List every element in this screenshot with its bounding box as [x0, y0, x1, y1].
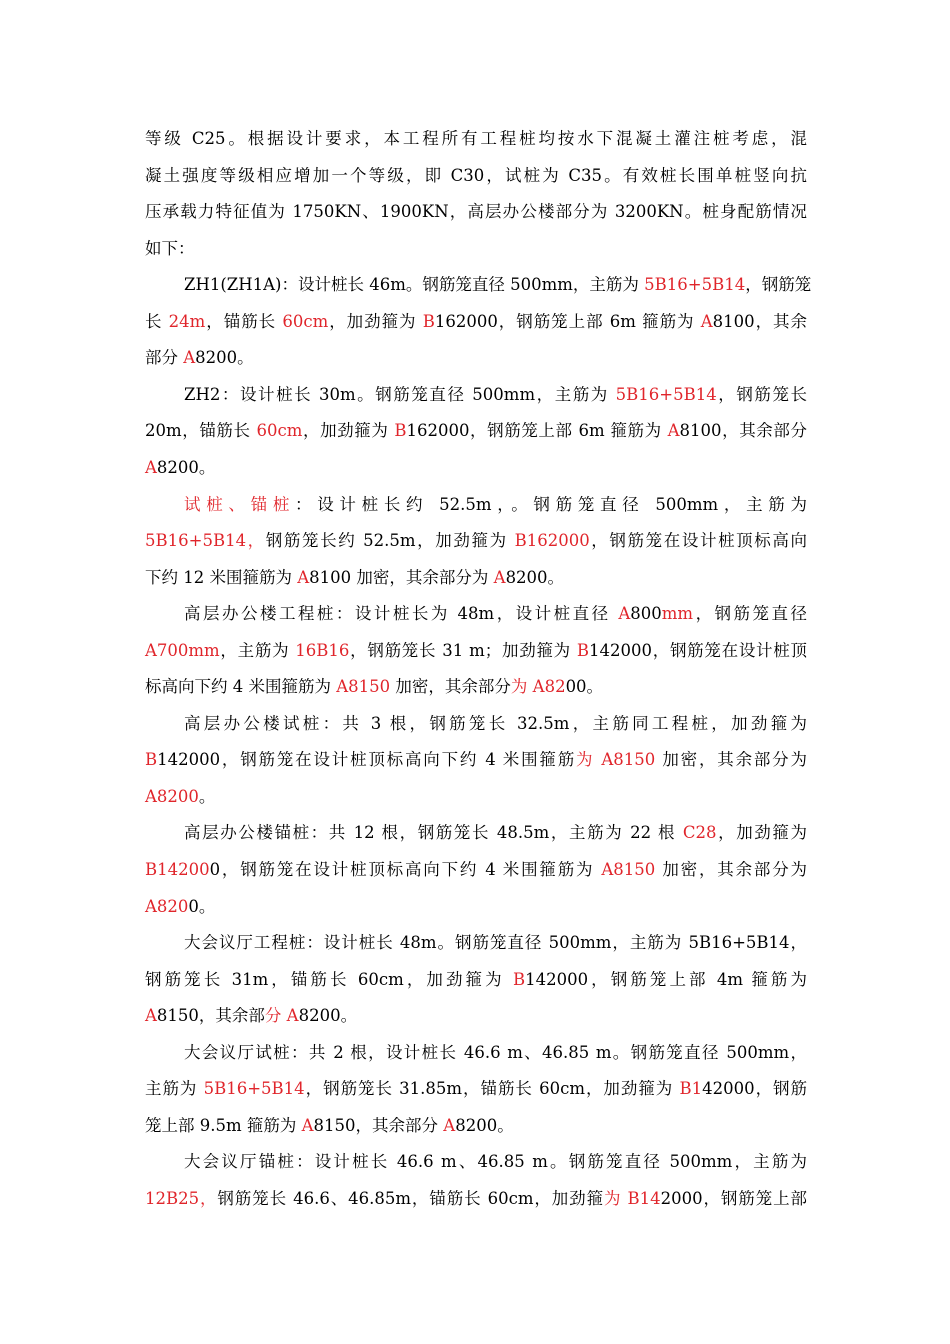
highlighted-text: B: [576, 640, 590, 660]
text-line: [145, 165, 807, 187]
highlighted-text: A: [667, 421, 680, 441]
text-run: 压承载力特征值为 1750KN、1900KN，高层办公楼部分为 3200KN。桩身配筋情况: [145, 202, 807, 222]
highlighted-text: A: [700, 311, 713, 331]
highlighted-text: B: [145, 750, 158, 770]
text-line: [184, 1042, 807, 1064]
text-line: [145, 1005, 807, 1027]
text-line: [145, 969, 807, 991]
text-run: 142000，钢筋笼在设计桩顶标高向下约 4 米围箍筋: [157, 750, 577, 770]
text-run: 下约 12 米围箍筋为: [145, 567, 298, 587]
highlighted-text: 试桩、锚桩: [184, 494, 296, 514]
text-run: 8200。: [298, 1006, 358, 1026]
text-run: 等级 C25。根据设计要求，本工程所有工程桩均按水下混凝土灌注桩考虑，混: [145, 129, 807, 148]
highlighted-text: A: [618, 604, 631, 624]
text-run: 钢筋笼长 46.6、46.85m，锚筋长 60cm，加劲箍: [217, 1188, 604, 1208]
highlighted-text: B1: [679, 1079, 703, 1099]
text-run: 20m，锚筋长: [145, 421, 257, 441]
text-run: ，钢筋笼直径: [693, 604, 808, 624]
highlighted-text: 12B25，: [145, 1188, 218, 1208]
text-run: 8200。: [505, 567, 565, 587]
text-run: 高层办公楼锚桩：共 12 根，钢筋笼长 48.5m，主筋为 22 根: [184, 823, 683, 843]
text-run: 2000，钢筋笼上部: [660, 1188, 807, 1208]
highlighted-text: 60cm: [282, 311, 329, 331]
text-run: 0。: [188, 896, 216, 916]
text-line: [145, 786, 807, 808]
text-line: [145, 676, 807, 698]
text-run: 8100，其余部分: [679, 421, 807, 441]
highlighted-text: A8150: [336, 677, 391, 697]
text-run: 800: [630, 604, 662, 624]
highlighted-text: C28: [682, 823, 717, 843]
text-line: [145, 311, 807, 333]
text-run: 8200。: [156, 457, 216, 477]
text-run: 加密，其余部分为: [655, 750, 807, 770]
highlighted-text: 60cm: [256, 421, 303, 441]
highlighted-text: B14200: [145, 860, 210, 879]
highlighted-text: B: [394, 421, 407, 441]
text-run: 长: [145, 311, 169, 331]
text-line: [184, 494, 807, 516]
highlighted-text: A: [301, 1115, 314, 1135]
text-line: [184, 932, 807, 954]
text-run: 笼上部 9.5m 箍筋为: [145, 1115, 302, 1135]
text-run: ：设计桩长约 52.5m，。钢筋笼直径 500mm，主筋为: [295, 494, 807, 514]
text-run: 142000，钢筋笼上部 4m 箍筋为: [525, 969, 807, 989]
text-run: 。: [198, 786, 216, 806]
highlighted-text: B: [422, 311, 435, 331]
text-line: [145, 457, 807, 479]
text-run: ，钢筋笼在设计桩顶标高向: [589, 531, 808, 551]
highlighted-text: A: [443, 1115, 456, 1135]
text-line: [184, 274, 812, 296]
highlighted-text: A: [145, 1006, 157, 1026]
highlighted-text: 16B16: [295, 640, 350, 660]
highlighted-text: 为 B14: [603, 1188, 661, 1208]
text-run: ，加劲箍为: [302, 421, 395, 441]
text-run: ZH1(ZH1A)：设计桩长 46m。钢筋笼直径 500mm，主筋为: [184, 275, 645, 295]
text-run: 162000，钢筋笼上部 6m 箍筋为: [434, 311, 701, 331]
text-run: 162000，钢筋笼上部 6m 箍筋为: [406, 421, 668, 441]
text-run: 大会议厅工程桩：设计桩长 48m。钢筋笼直径 500mm，主筋为 5B16+5B14，: [184, 933, 807, 953]
text-run: 8100 加密，其余部分为: [309, 567, 494, 587]
text-line: [145, 859, 807, 881]
text-run: 142000，钢筋笼在设计桩顶: [589, 640, 807, 660]
text-run: 42000，钢筋: [702, 1079, 807, 1099]
text-run: 8200。: [455, 1115, 514, 1135]
text-run: 加密，其余部分: [390, 677, 511, 697]
highlighted-text: A: [286, 1006, 299, 1026]
text-run: 钢筋笼长 31m，锚筋长 60cm，加劲箍为: [145, 969, 513, 989]
highlighted-text: 5B16+5B14: [615, 384, 717, 404]
text-line: [145, 1115, 807, 1137]
text-run: 大会议厅试桩：共 2 根，设计桩长 46.6 m、46.85 m。钢筋笼直径 500mm，: [184, 1042, 807, 1062]
text-line: [145, 640, 807, 662]
text-line: [145, 530, 807, 552]
text-run: 钢筋笼长约 52.5m，加劲箍为: [265, 531, 515, 551]
text-run: 如下：: [145, 238, 195, 258]
text-run: ，主筋为: [219, 640, 296, 660]
text-line: [184, 384, 807, 406]
highlighted-text: A: [183, 348, 196, 368]
highlighted-text: 5B16+5B14，: [145, 531, 266, 551]
highlighted-text: A820: [145, 896, 189, 916]
text-run: 大会议厅锚桩：设计桩长 46.6 m、46.85 m。钢筋笼直径 500mm，主筋为: [184, 1152, 807, 1172]
text-run: 8200。: [195, 348, 254, 368]
text-run: 高层办公楼工程桩：设计桩长为 48m，设计桩直径: [184, 604, 619, 624]
highlighted-text: 为 A8150: [576, 750, 656, 770]
text-run: 加密，其余部分为: [655, 860, 808, 879]
highlighted-text: mm: [661, 604, 694, 624]
text-run: ZH2：设计桩长 30m。钢筋笼直径 500mm，主筋为: [184, 384, 616, 404]
text-run: 部分: [145, 348, 184, 368]
text-line: [145, 420, 807, 442]
highlighted-text: B: [512, 969, 526, 989]
highlighted-text: A700mm: [145, 640, 220, 660]
text-line: [145, 128, 807, 150]
text-run: ，钢筋笼长 31.85m，锚筋长 60cm，加劲箍为: [304, 1079, 680, 1099]
text-line: [184, 1151, 807, 1173]
text-line: [145, 201, 807, 223]
text-run: 标高向下约 4 米围箍筋为: [145, 677, 337, 697]
text-run: 8150，其余部分: [313, 1115, 444, 1135]
text-line: [184, 713, 807, 735]
highlighted-text: 5B16+5B14: [644, 275, 746, 295]
text-run: ，加劲箍为: [328, 311, 423, 331]
text-line: [145, 1188, 807, 1210]
text-line: [184, 603, 807, 625]
highlighted-text: A: [297, 567, 310, 587]
highlighted-text: A: [493, 567, 506, 587]
text-run: 0，钢筋笼在设计桩顶标高向下约 4 米围箍筋为: [209, 860, 602, 879]
highlighted-text: A8150: [601, 860, 656, 879]
text-run: 主筋为: [145, 1079, 204, 1099]
highlighted-text: 为 A82: [510, 677, 566, 697]
text-run: 8100，其余: [712, 311, 807, 331]
text-line: [145, 896, 807, 918]
highlighted-text: A: [145, 457, 157, 477]
highlighted-text: B162000: [514, 531, 590, 551]
text-line: [145, 567, 807, 589]
text-line: [145, 238, 807, 260]
text-run: ，钢筋笼长 31 m；加劲箍为: [349, 640, 577, 660]
text-line: [145, 749, 807, 771]
text-run: ，钢筋笼长: [716, 384, 808, 404]
highlighted-text: 5B16+5B14: [203, 1079, 305, 1099]
highlighted-text: 24m: [168, 311, 206, 331]
text-run: ，锚筋长: [205, 311, 283, 331]
text-run: ，加劲箍为: [716, 823, 807, 843]
text-run: 高层办公楼试桩：共 3 根，钢筋笼长 32.5m，主筋同工程桩，加劲箍为: [184, 713, 807, 733]
text-line: [145, 347, 807, 369]
text-run: 8150，其余部: [156, 1006, 265, 1026]
text-run: 00。: [565, 677, 604, 697]
text-line: [184, 822, 807, 844]
text-run: ，钢筋笼: [745, 275, 812, 295]
highlighted-text: 分: [264, 1006, 282, 1026]
text-line: [145, 1078, 807, 1100]
highlighted-text: A8200: [145, 786, 199, 806]
text-run: 凝土强度等级相应增加一个等级，即 C30，试桩为 C35。有效桩长围单桩竖向抗: [145, 165, 807, 185]
